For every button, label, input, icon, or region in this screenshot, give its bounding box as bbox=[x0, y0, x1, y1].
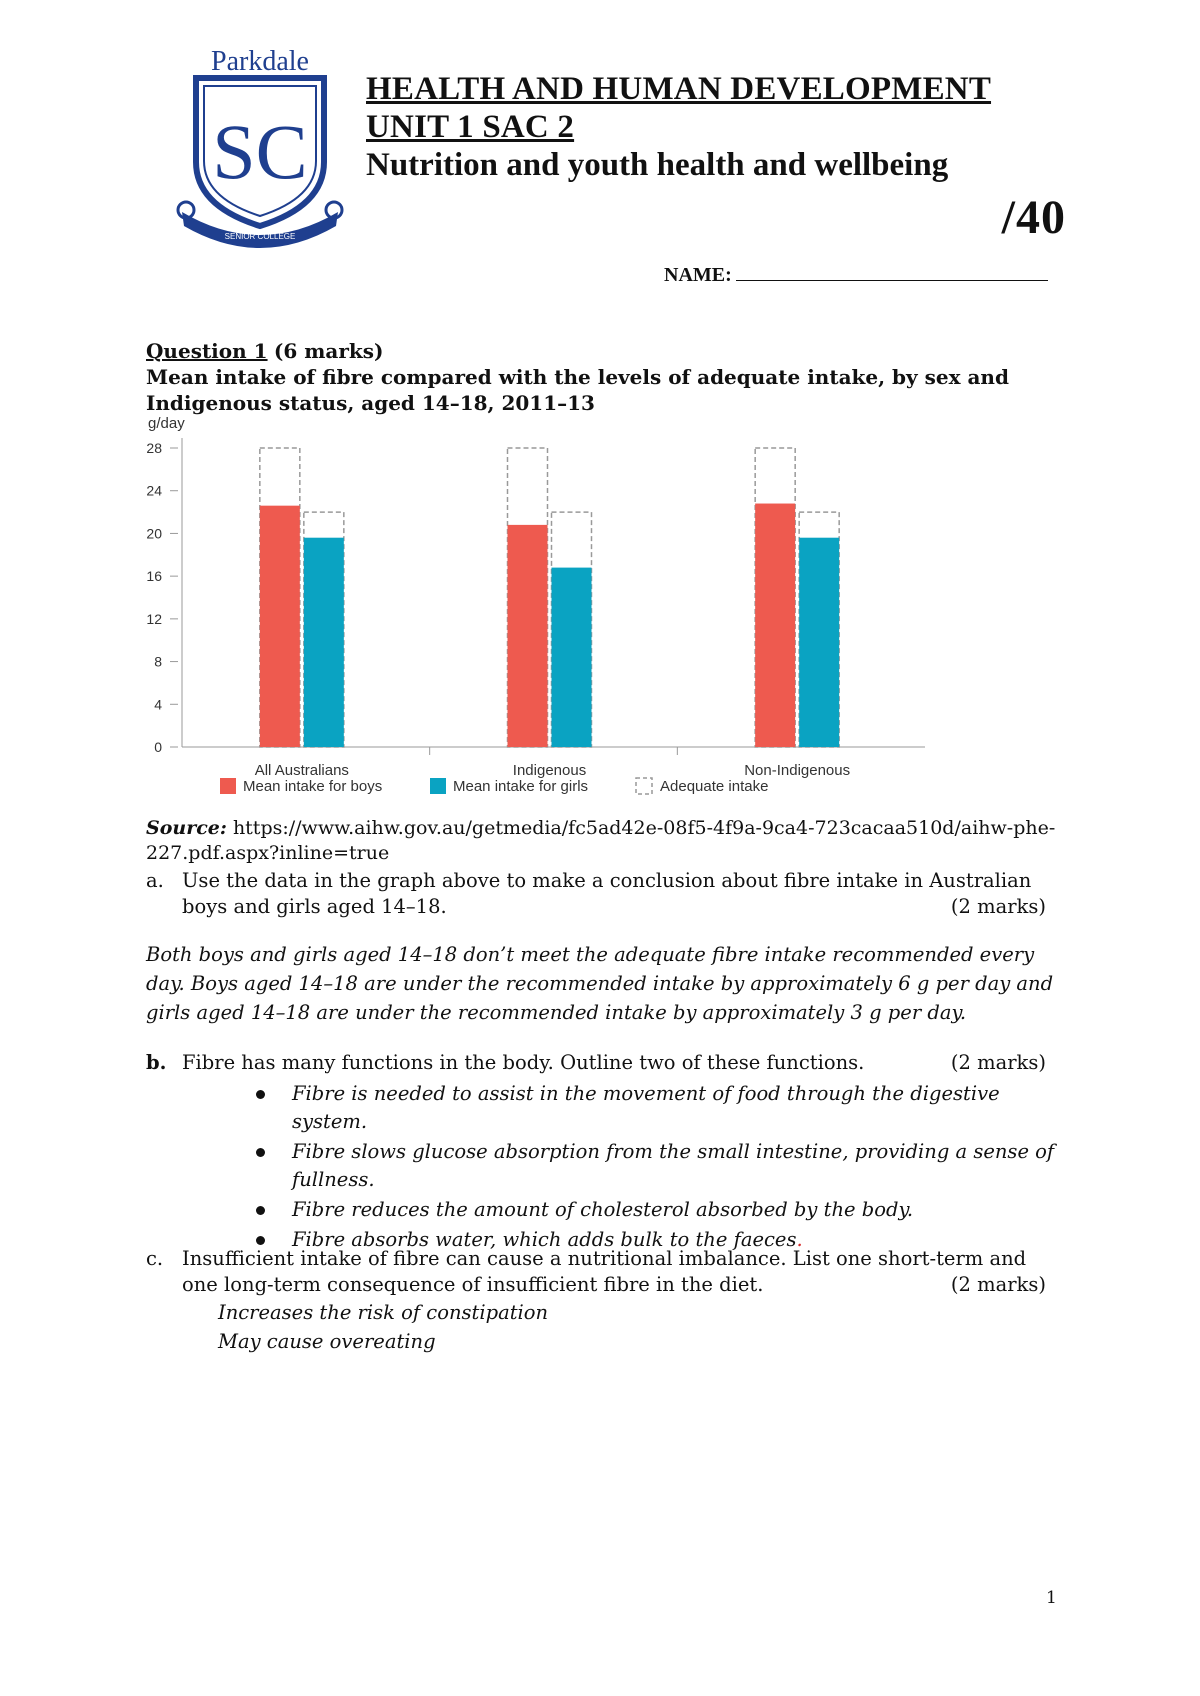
part-b-letter: b. bbox=[146, 1051, 167, 1074]
logo-initials: SC bbox=[212, 108, 308, 195]
question-marks: (6 marks) bbox=[273, 339, 384, 363]
list-item bbox=[256, 1080, 1066, 1136]
name-blank bbox=[736, 262, 1048, 281]
topic-title: Nutrition and youth health and wellbeing bbox=[366, 147, 949, 183]
boys-intake-bar bbox=[755, 504, 795, 747]
x-category-label: Non-Indigenous bbox=[744, 762, 851, 779]
long-term-answer: May cause overeating bbox=[218, 1330, 436, 1353]
bullet-text: Fibre slows glucose absorption from the small intestine, providing a sense of fullness. bbox=[292, 1140, 1055, 1191]
bullet-text: Fibre absorbs water, which adds bulk to the faeces bbox=[292, 1228, 797, 1251]
school-logo bbox=[176, 44, 344, 249]
part-c-marks: (2 marks) bbox=[950, 1273, 1046, 1296]
total-marks: /40 bbox=[1001, 191, 1066, 244]
bullet-icon bbox=[256, 1206, 265, 1215]
logo-motto: SENIOR COLLEGE bbox=[224, 232, 296, 241]
question-1-heading bbox=[146, 338, 1066, 416]
part-b-question bbox=[146, 1050, 1066, 1076]
source-label: Source: bbox=[146, 817, 227, 839]
part-c-question bbox=[146, 1246, 1066, 1298]
y-tick-label: 24 bbox=[146, 482, 162, 499]
boys-intake-bar bbox=[260, 506, 300, 747]
part-b-text: Fibre has many functions in the body. Outline two of these functions. bbox=[182, 1051, 865, 1074]
girls-intake-bar bbox=[304, 538, 344, 747]
document-header bbox=[366, 70, 1066, 244]
part-c-letter: c. bbox=[146, 1247, 164, 1270]
girls-intake-bar bbox=[552, 568, 592, 747]
part-a-letter: a. bbox=[146, 869, 164, 892]
legend-adequate-label: Adequate intake bbox=[660, 778, 769, 795]
y-tick-label: 28 bbox=[146, 440, 162, 456]
part-a-question bbox=[146, 868, 1066, 920]
y-tick-label: 0 bbox=[154, 739, 162, 755]
legend-boys-swatch bbox=[220, 778, 236, 794]
bullet-text: Fibre is needed to assist in the movement of food through the digestive system. bbox=[292, 1082, 1000, 1133]
y-axis-label: g/day bbox=[148, 415, 185, 432]
student-name-field bbox=[664, 262, 1064, 287]
list-item bbox=[256, 1138, 1066, 1194]
x-category-label: Indigenous bbox=[512, 762, 587, 779]
bullet-icon bbox=[256, 1148, 265, 1157]
part-a-marks: (2 marks) bbox=[950, 895, 1046, 918]
legend-girls-swatch bbox=[430, 778, 446, 794]
logo-school-name: Parkdale bbox=[211, 46, 309, 77]
legend-adequate-swatch bbox=[636, 778, 652, 794]
boys-intake-bar bbox=[508, 525, 548, 747]
y-tick-label: 4 bbox=[154, 696, 162, 713]
course-title: HEALTH AND HUMAN DEVELOPMENT bbox=[366, 71, 992, 107]
list-item bbox=[256, 1196, 1066, 1224]
girls-intake-bar bbox=[799, 538, 839, 747]
fibre-intake-chart bbox=[140, 410, 940, 820]
bullet-icon bbox=[256, 1236, 265, 1245]
chart-source bbox=[146, 816, 1066, 866]
source-url: https://www.aihw.gov.au/getmedia/fc5ad42e-08f5-4f9a-9ca4-723cacaa510d/aihw-phe-227.pdf.aspx?inline=true bbox=[146, 817, 1056, 864]
y-tick-label: 16 bbox=[146, 568, 162, 585]
part-c-text: Insufficient intake of fibre can cause a nutritional imbalance. List one short-term and one long-term consequence of insufficient fibre in the diet. bbox=[182, 1247, 1027, 1296]
legend-boys-label: Mean intake for boys bbox=[243, 778, 383, 795]
page-number: 1 bbox=[1046, 1588, 1057, 1608]
bullet-end-mark: . bbox=[796, 1228, 803, 1251]
y-tick-label: 12 bbox=[146, 610, 162, 627]
name-label: NAME: bbox=[664, 264, 732, 286]
bullet-text: Fibre reduces the amount of cholesterol absorbed by the body. bbox=[292, 1198, 914, 1221]
part-c-answers bbox=[218, 1298, 548, 1356]
x-category-label: All Australians bbox=[254, 762, 349, 779]
part-b-answer-list bbox=[256, 1080, 1066, 1256]
part-a-answer: Both boys and girls aged 14–18 don’t meet the adequate fibre intake recommended every day. Boys aged 14–18 are under the recommended intake by approximately 6 g per day and girls aged 14–18 are under the recommended intake by approximately 3 g per day. bbox=[146, 943, 1054, 1024]
y-tick-label: 20 bbox=[146, 525, 162, 542]
part-b-marks: (2 marks) bbox=[950, 1051, 1046, 1074]
chart-heading: Mean intake of fibre compared with the levels of adequate intake, by sex and Indigenous status, aged 14–18, 2011–13 bbox=[146, 365, 1009, 415]
bullet-icon bbox=[256, 1090, 265, 1099]
question-title: Question 1 bbox=[146, 339, 268, 363]
legend-girls-label: Mean intake for girls bbox=[453, 778, 589, 795]
part-a-text: Use the data in the graph above to make a conclusion about fibre intake in Australian boys and girls aged 14–18. bbox=[182, 869, 1032, 918]
short-term-answer: Increases the risk of constipation bbox=[218, 1301, 549, 1324]
y-tick-label: 8 bbox=[154, 653, 162, 670]
unit-title: UNIT 1 SAC 2 bbox=[366, 109, 575, 145]
